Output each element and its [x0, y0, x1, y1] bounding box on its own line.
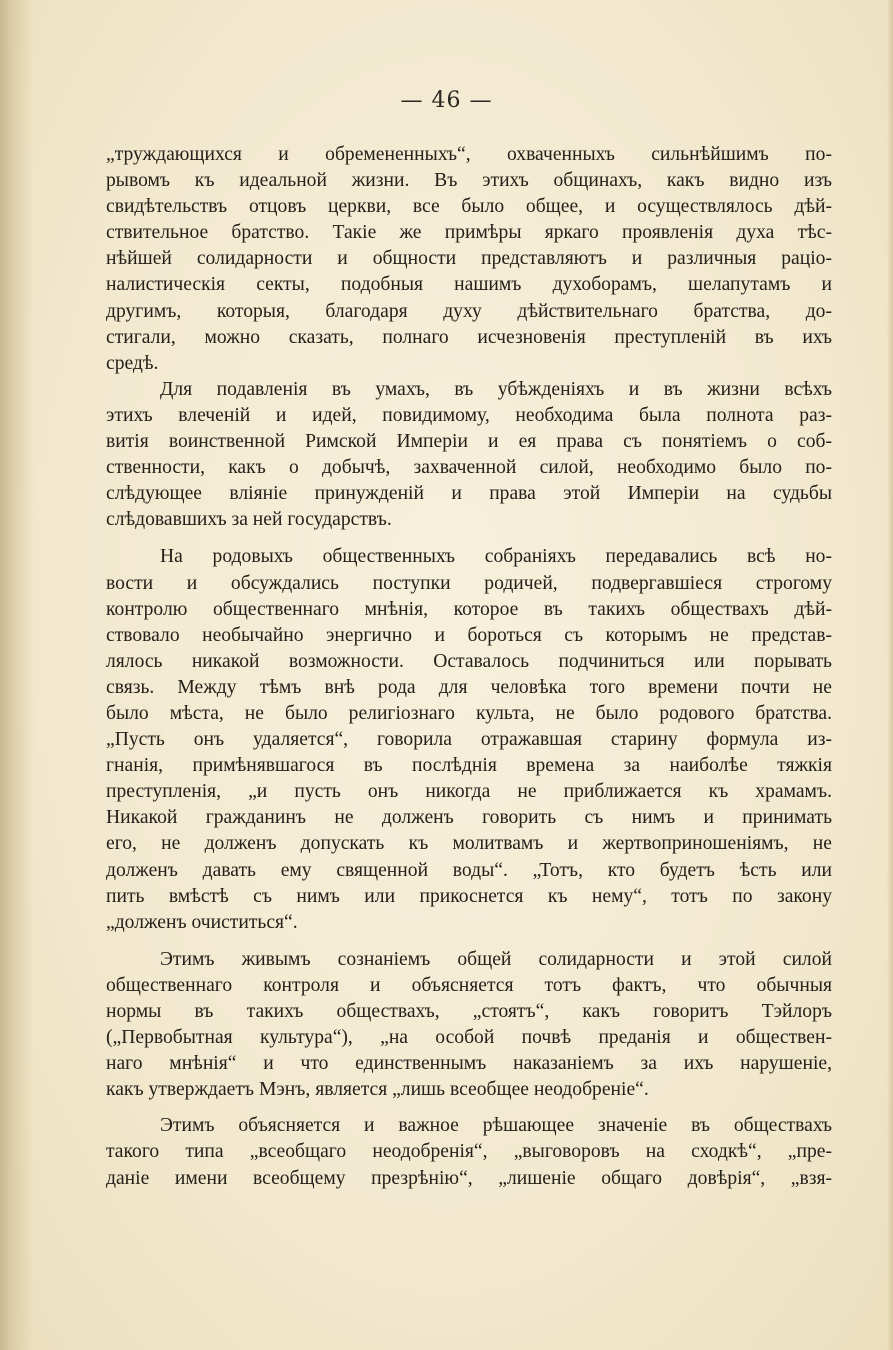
- binding-shadow: [0, 0, 34, 1350]
- text-line: Этимъ объясняется и важное рѣшающее значеніе въ обществахъ: [160, 1115, 832, 1137]
- text-line: рывомъ къ идеальной жизни. Въ этихъ общинахъ, какъ видно изъ: [106, 170, 832, 192]
- paragraph: [106, 142, 832, 377]
- text-line: „труждающихся и обремененныхъ“, охваченныхъ сильнѣйшимъ по-: [106, 144, 832, 165]
- text-line: вости и обсуждались поступки родичей, подвергавшіеся строгому: [106, 572, 832, 594]
- text-line: его, не долженъ допускать къ молитвамъ и жертвоприношеніямъ, не: [106, 833, 832, 855]
- text-line: Для подавленія въ умахъ, въ убѣжденіяхъ и въ жизни всѣхъ: [160, 378, 832, 400]
- text-line: этихъ влеченій и идей, повидимому, необходима была полнота раз-: [106, 404, 832, 426]
- text-line: На родовыхъ общественныхъ собраніяхъ передавались всѣ но-: [160, 546, 832, 568]
- text-line: слѣдующее вліяніе принужденій и права этой Имперіи на судьбы: [106, 483, 832, 505]
- paragraph: [106, 947, 832, 1104]
- text-line: Этимъ живымъ сознаніемъ общей солидарности и этой силой: [160, 948, 832, 970]
- paragraph: [106, 377, 832, 534]
- text-line: контролю общественнаго мнѣнія, которое въ такихъ обществахъ дѣй-: [106, 598, 832, 620]
- text-line: такого типа „всеобщаго неодобренія“, „выговоровъ на сходкѣ“, „пре-: [106, 1141, 832, 1163]
- text-line: „долженъ очиститься“.: [106, 911, 298, 933]
- text-line: даніе имени всеобщему презрѣнію“, „лишеніе общаго довѣрія“, „взя-: [106, 1167, 832, 1189]
- text-line: другимъ, которыя, благодаря духу дѣйствительнаго братства, до-: [106, 300, 832, 322]
- text-line: средѣ.: [106, 352, 159, 374]
- text-line: какъ утверждаетъ Мэнъ, является „лишь всеобщее неодобреніе“.: [106, 1079, 649, 1101]
- text-line: наго мнѣнія“ и что единственнымъ наказаніемъ за ихъ нарушеніе,: [106, 1053, 832, 1075]
- text-line: ствовало необычайно энергично и бороться съ которымъ не представ-: [106, 624, 832, 646]
- paragraph: [106, 1113, 832, 1191]
- page-edge: [887, 0, 893, 1350]
- body-text: [106, 142, 832, 1192]
- text-line: лялось никакой возможности. Оставалось подчиниться или порывать: [106, 650, 832, 672]
- text-line: гнанія, примѣнявшагося въ послѣднія времена за наиболѣе тяжкія: [106, 755, 832, 777]
- page-number: — 46 —: [400, 88, 493, 113]
- paragraph: [106, 544, 832, 935]
- text-line: витія воинственной Римской Имперіи и ея права съ понятіемъ о соб-: [106, 431, 832, 453]
- text-line: ственности, какъ о добычѣ, захваченной силой, необходимо было по-: [106, 457, 832, 479]
- text-line: Никакой гражданинъ не долженъ говорить съ нимъ и принимать: [106, 807, 832, 829]
- text-line: пить вмѣстѣ съ нимъ или прикоснется къ нему“, тотъ по закону: [106, 885, 832, 907]
- text-line: свидѣтельствъ отцовъ церкви, все было общее, и осуществлялось дѣй-: [106, 196, 832, 218]
- text-line: связь. Между тѣмъ внѣ рода для человѣка того времени почти не: [106, 676, 832, 698]
- text-line: („Первобытная культура“), „на особой почвѣ преданія и обществен-: [106, 1027, 832, 1049]
- text-line: слѣдовавшихъ за ней государствъ.: [106, 509, 392, 531]
- text-line: „Пусть онъ удаляется“, говорила отражавшая старину формула из-: [106, 729, 832, 751]
- text-line: стигали, можно сказать, полнаго исчезновенія преступленій въ ихъ: [106, 326, 832, 348]
- text-line: нѣйшей солидарности и общности представляютъ и различныя раціо-: [106, 248, 832, 270]
- text-line: преступленія, „и пусть онъ никогда не приближается къ храмамъ.: [106, 781, 832, 803]
- text-line: ствительное братство. Такіе же примѣры яркаго проявленія духа тѣс-: [106, 222, 832, 244]
- text-line: было мѣста, не было религіознаго культа, не было родового братства.: [106, 702, 832, 724]
- text-line: долженъ давать ему священной воды“. „Тотъ, кто будетъ ѣсть или: [106, 859, 832, 881]
- text-line: нормы въ такихъ обществахъ, „стоятъ“, какъ говоритъ Тэйлоръ: [106, 1001, 832, 1022]
- text-line: налистическія секты, подобныя нашимъ духоборамъ, шелапутамъ и: [106, 274, 832, 296]
- text-line: общественнаго контроля и объясняется тотъ фактъ, что обычныя: [106, 974, 832, 996]
